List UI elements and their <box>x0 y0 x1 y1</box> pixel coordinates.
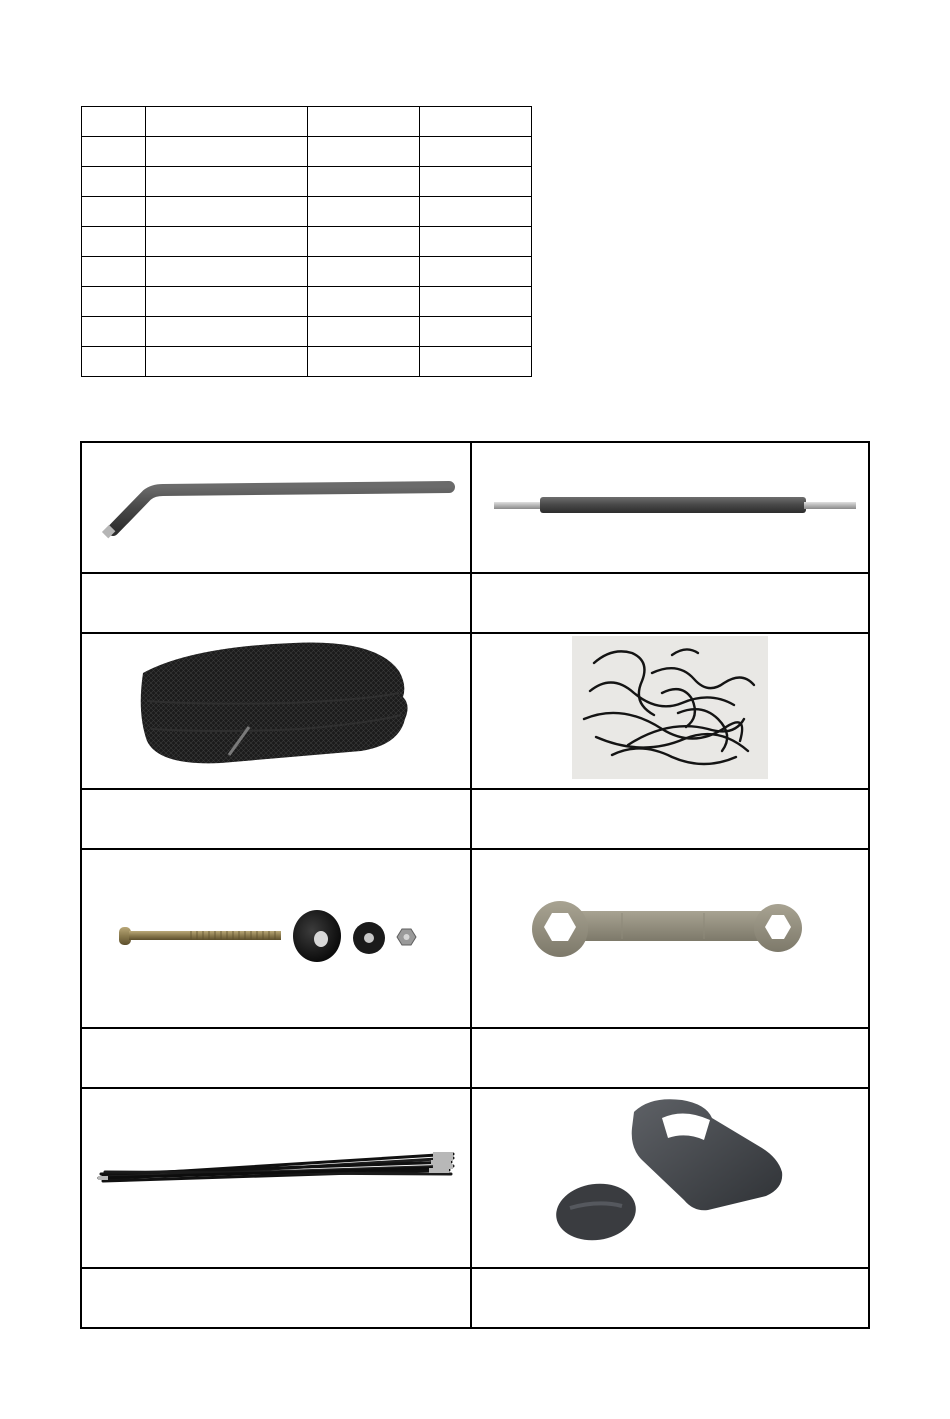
table-cell <box>146 197 308 227</box>
table-row <box>82 167 532 197</box>
table-cell <box>420 197 532 227</box>
table-cell <box>420 227 532 257</box>
table-cell <box>82 347 146 377</box>
table-cell <box>308 227 420 257</box>
table-cell <box>308 137 420 167</box>
table-cell <box>82 317 146 347</box>
grid-line <box>868 441 870 1328</box>
table-cell <box>82 257 146 287</box>
table-cell <box>308 287 420 317</box>
table-row <box>82 227 532 257</box>
table-cell <box>146 167 308 197</box>
table-cell <box>420 167 532 197</box>
table-row <box>82 197 532 227</box>
part-label-cell <box>81 573 470 632</box>
table-row <box>82 287 532 317</box>
table-cell <box>308 257 420 287</box>
fiberglass-rods-icon <box>81 1088 470 1267</box>
part-image-cell <box>81 1088 470 1267</box>
part-label-cell <box>81 1268 470 1327</box>
part-image-cell <box>472 633 868 788</box>
table-cell <box>308 167 420 197</box>
part-label-cell <box>81 1028 470 1087</box>
table-cell <box>146 227 308 257</box>
table-row <box>82 107 532 137</box>
part-image-cell <box>81 633 470 788</box>
safety-net-icon <box>81 633 470 788</box>
table-cell <box>146 347 308 377</box>
clip-and-cap-icon <box>472 1088 868 1267</box>
rope-icon <box>472 633 868 788</box>
part-label-cell <box>472 789 868 848</box>
wrench-icon <box>472 849 868 1027</box>
part-image-cell <box>81 849 470 1027</box>
table-cell <box>146 107 308 137</box>
table-cell <box>308 197 420 227</box>
bent-pole-icon <box>81 442 470 572</box>
part-label-cell <box>472 1268 868 1327</box>
table-cell <box>308 347 420 377</box>
part-label-cell <box>81 789 470 848</box>
table-cell <box>308 107 420 137</box>
table-cell <box>82 107 146 137</box>
table-cell <box>146 317 308 347</box>
parts-list-table <box>81 106 532 377</box>
part-image-cell <box>472 849 868 1027</box>
parts-illustration-grid <box>80 441 870 1328</box>
table-row <box>82 257 532 287</box>
table-cell <box>308 317 420 347</box>
part-image-cell <box>472 1088 868 1267</box>
part-label-cell <box>472 1028 868 1087</box>
table-row <box>82 317 532 347</box>
table-cell <box>82 227 146 257</box>
table-cell <box>82 197 146 227</box>
part-image-cell <box>472 442 868 572</box>
part-label-cell <box>472 573 868 632</box>
straight-pole-icon <box>472 442 868 572</box>
table-row <box>82 347 532 377</box>
table-cell <box>146 137 308 167</box>
table-cell <box>420 317 532 347</box>
table-cell <box>420 287 532 317</box>
grid-line <box>80 1327 870 1329</box>
table-cell <box>146 257 308 287</box>
table-row <box>82 137 532 167</box>
part-image-cell <box>81 442 470 572</box>
table-cell <box>82 167 146 197</box>
table-cell <box>420 347 532 377</box>
bolt-set-icon <box>81 849 470 1027</box>
table-cell <box>146 287 308 317</box>
table-cell <box>82 287 146 317</box>
table-cell <box>420 257 532 287</box>
table-cell <box>420 137 532 167</box>
table-cell <box>420 107 532 137</box>
table-cell <box>82 137 146 167</box>
